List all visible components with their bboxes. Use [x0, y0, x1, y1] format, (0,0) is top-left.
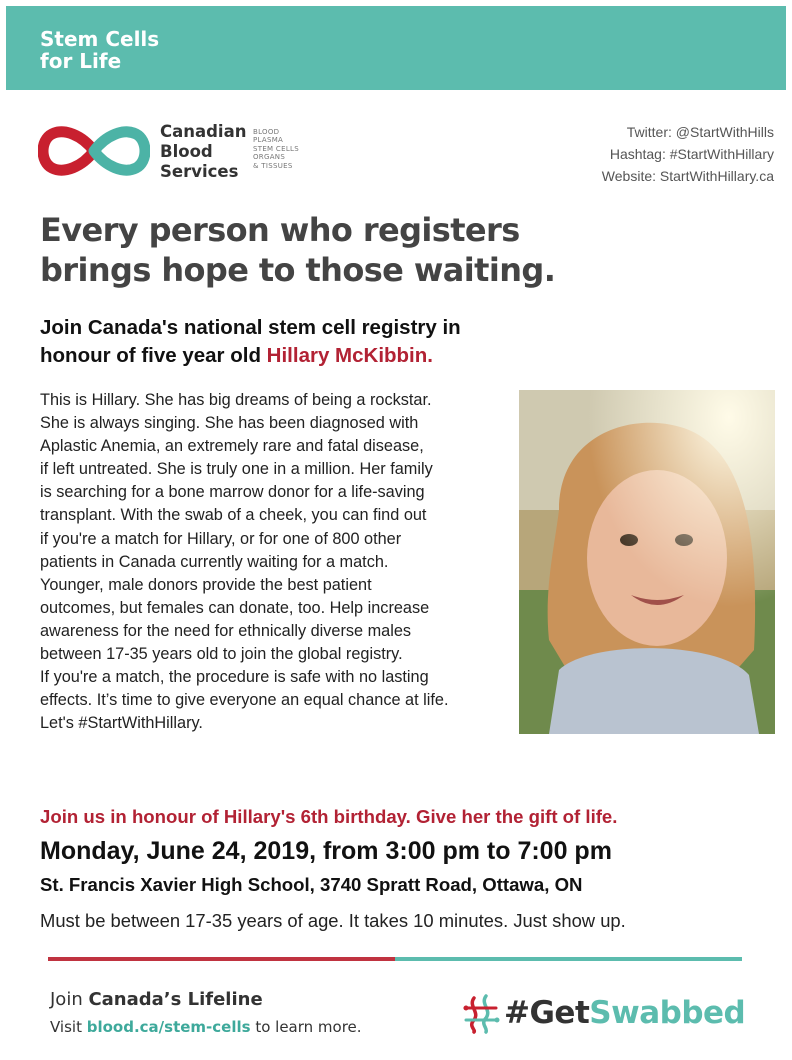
visit-prefix: Visit: [50, 1018, 87, 1036]
logo-product: ORGANS: [253, 153, 286, 162]
headline-line1: Every person who registers: [40, 211, 520, 249]
dna-hashtag-icon: [462, 994, 502, 1034]
story-line: Aplastic Anemia, an extremely rare and fatal disease,: [40, 437, 424, 456]
event-location: St. Francis Xavier High School, 3740 Spratt Road, Ottawa, ON: [40, 874, 583, 895]
logo-name-line3: Services: [160, 162, 239, 181]
story-line: if you're a match for Hillary, or for one of 800 other: [40, 529, 402, 548]
website-text: Website: StartWithHillary.ca: [601, 168, 774, 184]
story-line: effects. It’s time to give everyone an equal chance at life.: [40, 691, 449, 710]
story-line: Let's #StartWithHillary.: [40, 714, 203, 733]
story-line: if left untreated. She is truly one in a million. Her family: [40, 460, 433, 479]
divider-teal-segment: [395, 957, 742, 961]
banner-title: [40, 28, 159, 72]
getswabbed-text: [504, 992, 745, 1034]
headline-line2: brings hope to those waiting.: [40, 251, 556, 289]
lifeline-prefix: Join: [50, 989, 89, 1010]
event-date: Monday, June 24, 2019, from 3:00 pm to 7:00 pm: [40, 837, 612, 865]
story-line: This is Hillary. She has big dreams of being a rockstar.: [40, 391, 432, 409]
visit-link[interactable]: blood.ca/stem-cells: [86, 1018, 251, 1036]
logo-product: STEM CELLS: [253, 144, 299, 153]
subheading: [40, 314, 600, 370]
lifeline-bold: Canada’s Lifeline: [88, 989, 263, 1010]
story-line: If you're a match, the procedure is safe with no lasting: [40, 668, 429, 687]
getswabbed-logo: [462, 992, 752, 1036]
hashtag-text: Hashtag: #StartWithHillary: [609, 146, 774, 162]
eligibility-note: Must be between 17-35 years of age. It takes 10 minutes. Just show up.: [40, 910, 626, 931]
logo-name-line1: Canadian: [160, 122, 247, 141]
subheading-line2: [40, 342, 600, 370]
child-portrait-image: [519, 390, 775, 734]
logo-product: BLOOD: [253, 128, 280, 136]
top-banner: [6, 6, 786, 90]
banner-title-line1: Stem Cells: [40, 27, 160, 51]
logo-product: & TISSUES: [253, 161, 293, 170]
getswabbed-swabbed: Swabbed: [589, 995, 746, 1031]
logo-wordmark: [160, 122, 246, 182]
footer-divider: [48, 957, 742, 961]
story-line: between 17-35 years old to join the global registry.: [40, 645, 403, 664]
logo-products-list: [253, 128, 299, 170]
canadian-blood-services-logo: [38, 120, 318, 182]
story-line: patients in Canada currently waiting for a match.: [40, 552, 389, 571]
hillary-name: Hillary McKibbin.: [266, 344, 433, 367]
social-info: [602, 121, 774, 187]
story-paragraph: [40, 389, 528, 735]
lifeline-text: [50, 988, 263, 1012]
infinity-logo-icon: [38, 124, 150, 178]
visit-suffix: to learn more.: [250, 1018, 362, 1036]
twitter-handle: Twitter: @StartWithHills: [626, 124, 774, 140]
visit-text: [50, 1016, 362, 1038]
story-line: She is always singing. She has been diagnosed with: [40, 414, 419, 433]
banner-title-line2: for Life: [40, 49, 122, 73]
hillary-photo: [519, 390, 775, 734]
subheading-prefix: honour of five year old: [40, 344, 267, 367]
story-line: awareness for the need for ethnically diverse males: [40, 621, 412, 640]
logo-product: PLASMA: [253, 136, 284, 145]
story-line: transplant. With the swab of a cheek, you can find out: [40, 506, 427, 525]
story-line: is searching for a bone marrow donor for a life-saving: [40, 483, 425, 502]
headline: [40, 210, 600, 290]
story-line: Younger, male donors provide the best patient: [40, 575, 372, 594]
getswabbed-get: #Get: [504, 995, 590, 1031]
birthday-invite: Join us in honour of Hillary's 6th birthday. Give her the gift of life.: [40, 806, 618, 827]
logo-name-line2: Blood: [160, 142, 213, 161]
subheading-line1: Join Canada's national stem cell registry in: [40, 316, 461, 339]
story-line: outcomes, but females can donate, too. Help increase: [40, 598, 430, 617]
divider-red-segment: [48, 957, 395, 961]
